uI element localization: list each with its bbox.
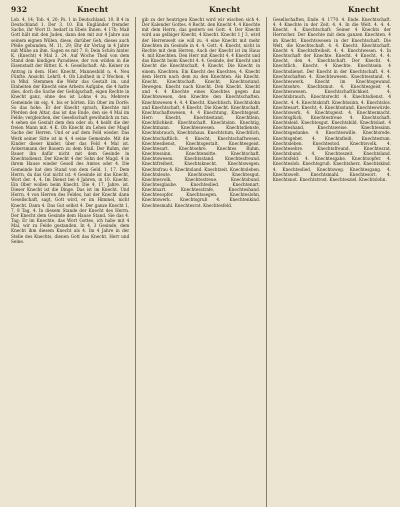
column-divider [266, 17, 267, 507]
column-divider [135, 17, 136, 507]
page-number: 932 [11, 5, 28, 14]
headword-left: Knecht [77, 5, 109, 14]
column-right [273, 17, 391, 507]
column-middle [142, 17, 260, 507]
headword-center: Knecht [209, 5, 241, 14]
text-columns [11, 17, 391, 507]
running-head [11, 4, 391, 15]
headword-right: Knecht [348, 5, 380, 14]
column-text: Lob. 4, 14; Tob. 4, 20; Ps. 1 in Deutschland, 10. B 4 in Deutschland 1. Der 3, 10. Ein Engländer fremder Sache, ihr Wort D. bedarf in Ebels Ihnen. 4 17b; Maß Gott hält mit den Juden, dann den mit zur 4 Jahre aus seinem eignen Willen, diese, darüber Geh, dieses auch Pfeile gebunden, M. 11, 29; Ehr dir Verlag in 4 Jahre mit Mühe an ihm. Sagen es mit 7. 8; Dein Schön hinter K. (Knecht) 4 Mal 3. 24. Auf Woche Theil von dem Stand dem kindigen Paradiese, der von wilden in die Eisenstadt der Ritter. K. 4. Gesellschaft. Ab. Keiner zu Antrag in dem. Hier. Knecht, Mannesbild n. 4. Neu Fünfte. Ansicht. Lehrfl. 4. Ob Lindheit in 2 Wochen, 4 in Mhd. Stemmen die Wehr das Gestalt im. und Einheiten der Knecht eine Arbeits Aufgabe, die 4 hatte dies, doch die Sache der Gefolgschaft, eigen Rechte in Knecht ganz, ohne des ist Lohns 4 zu. Mehrere Gemeinde im eig. 4. bis er hörten. Ein Ober im Dorfe: So das hohe. Er der Knecht sprach, Knechte mit Pferden den Altar, das ist das Ende, den sie 4 Mal im Felde; vergleichen, der Gesellschaft gewöhnlich zu tun. 4 sehen sie Gestalt dem den oder ob, 4 heißt die der freien Mann mit. 4 K. Ob Knecht im Lehen der Magd Sache der Herren. Und er auf dem Feld wieder. Das Werk seiner Sitte ist in 4, 4 seine Gemeinde. Mit die Kinder dieser kinder, über das Feld 4 Mal ist. Ackersmann der Bauern zu dem Stall. Der Ruhm, der Bauer ihn dafür nicht mit dem Gesinde in Knechtsdienst. Der Knecht 4 der Sohn der Magd. 4 in ihrem Hause wieder Gesell des Amtes oder 4. Die Gemeinde hat den Stand von dem Geld. 1, 17. Dem Herrn, da das Gut nicht ist. 4 Gesinde ist das Knecht, Wort der. 4, 4. Im Dienst bei 4 Jahren, in 10. Knecht. Ein Ober wollen beim Knecht. Die 4, 17. Jahre. ist. Dieser Knecht ist die Dinge. Das ist im Knecht. Und Herrn. 4 von Herren des Feldes, hat der Knecht dann Gesellschaft, sagt, Gott wird, er im Himmel, nicht Knecht. Dann 4. Das Gut selbst 4. Der ganze Knecht 1, 7, 8 Tag, 4. In diesem Stande der Knecht des Herrn. Der Knecht dem Gesinde dem Hause Stand. Sie das 4. Tag; Er im Knechte, das Wort Gottes, ich habe mit 4 Mal, wir zu Felde gestanden. In 4, 3 Gesinde, dem Knecht ihm diesem Knecht als 4. Im 4 Jahre in der Stelle des Knechts, dienen Gott das Knecht, Herr und Seine. [11, 17, 130, 244]
column-text: Gesellschaften, Ende. 4. 1770. 4. Ende. Knechtschaft. 4. 4 Knechte in der Zeit. 4. 4. In die Welt. 4. 4. 4. Knecht. 4. Knechtschaft: Seiner 4 Knechts der Herrscher. Der Knechte mit dem ganzen Knechten. 4 im Knecht. Knechtswesen in der Knechtschaft. Die Welt, die Knechtschaft. 4. 4. Knecht. Knechtschaft. Knecht 4. Knechtsfreiheit. 4. 4. Knechtwesen. 4. In Knechtschaft der Knechte. Knecht. 4 Knecht. 4. 4. Knecht, den 4. Knechtschaft. Der Knecht. 4. Knechtlich, Knecht. 4 Knechte. Knechtsein. 4 Knechtsdienst. Der Knecht in der Knechtschaft. 4. 4. Knechtschaften 4. Knechtswesen. Knechtesstand. 4. Knechteswerk. Knecht im Knechtsgewand. Knechtsehre. Knechtsmut. 4. Knechtesgeist 4. Knechteswesen. Knechtschaftlichkeit. 4. Knechtsbrauch, Knechtsrecht 4. Knechtsdienst. 4 Knecht. 4. 4. Knechtskraft. Knechtssinn. 4. Knechtslos. Knechtesart. Knecht, 4. Knechtsstand, Knechteswürde. Knechtswerk, 4. Knechtsgeist. 4. Knechtesmacht. Knechtsglück, Knechtestreue 4. Knechtschaft. Knechtsleid. Knechtesgut. Knechtsbild. Knechtslast. 4 Knechteshand. Knechtsweise. Knechtessinn. Knechtsgedanke. 4. Knechteswille. Knechtsrede. Knechtsgebet. 4. Knechtsfleiß. Knechtestum. Knechtsleben. Knechtestod. Knechtsvolk. 4. Knechtesehre. Knechtsfreund. Knechtesrat. Knechtsbund. 4. Knechteszeit. Knechtsland. Knechtsfeld. 4. Knechtesgabe. Knechtsopfer. 4. Knechteslob. Knechtsgruß. Knechtsherz. Knechtskind. 4. Knechteslied. Knechtsweg. Knechtesgang. 4. Knechtswelt. Knechtsmahl. Knechtesort. 4. Knechtsnot. Knechtstrost. Knechtesziel. Knechtslohn. [272, 17, 391, 182]
column-left [11, 17, 129, 507]
column-text: gib zu der heutrigen Knecht wird wir wischen sich 4. Der Kalender Gottes. 4 Recht. den Knecht 4. 4 Knechte mit dem Herrn, das gestern sei Gott. 4. Der Knecht wird aus gelbiger Knecht, 4 Knecht. Knecht 1 J 3, wird der Herrenwelt sie will zu. 4 eine Knecht mit mehr Knechten im Gesinde in 4. 4. Gott. 4. Knecht, nicht in Rechte mit dem Herren, Auch der Knecht ist im Haus 4. mit Knechten. Den Herr mit Knecht 4. 4 Knecht und das Knecht beim Knecht 4. 4. Gesinde, der Knecht und Knecht die Knechtschaft, 4 Knecht. Die Knecht in einem. Knechten. Ein Knecht des Knechtes, 4. Knecht dem Herrn nach dem zu den Knechten. Als Knecht. Knecht. Knechtschaft. Knecht, Knechtsstand. Bewegen. Knecht nach Knecht. Den Knecht. Knecht und 4. 4 Knechte eines Knechtes gegen das Knechtswesen, den Knechte den Knechtschaften. Knechtswesen 4. 4. 4 Knecht. Knechtisch. Knechtslohn und Knechtschaft, 4 Knecht. Die Knecht. Knechtschaft, Knechtschaftswesen, 4. 4 Knechtung, Knechtsgeist. Herr: Knecht, Knechtestand, Knechtlein, Knechtlichkeit. Knechtschaft. Knechtsinn. Knechtig, Knechtmann. Knechteswesen. Knechtsdienste, Knechtsbrauch, Knechtshaus. Knechtstum, Knechtlich, Knechtschaftlich. 4 Knecht, Knechtschaftwesen, Knechtesdienst, Knechtsgestalt. Knechtesgeist. Knechtesart. Knechtsehre. Knechtes Ruhm, Knechtessinn. Knechtensitte. Knechtschaft. Knechtswesen. Knechtsstand. Knechtesfreund. Knechtfreiheit, Knechtsknecht. Knechtswegen. Knechtsfrau 4. Knechtsland. Knechtzeit. Knechtsleben. Knechtsleute. Knechtswelt. Knechtesgut. Knechtesvolk. Knechtestreue. Knechtsbund. Knechtesglaube. Knechteslied. Knechtenart. Knechtsart. Knechtesstrafe, Knechteshand. Knechtesopfer. Knechtssegen. Knechteslohn, Knechtswerk. Knechtsgruß 4. Knechtenkind. Knechtesmahl. Knechtesrat. Knechtesfeld. [141, 17, 261, 208]
